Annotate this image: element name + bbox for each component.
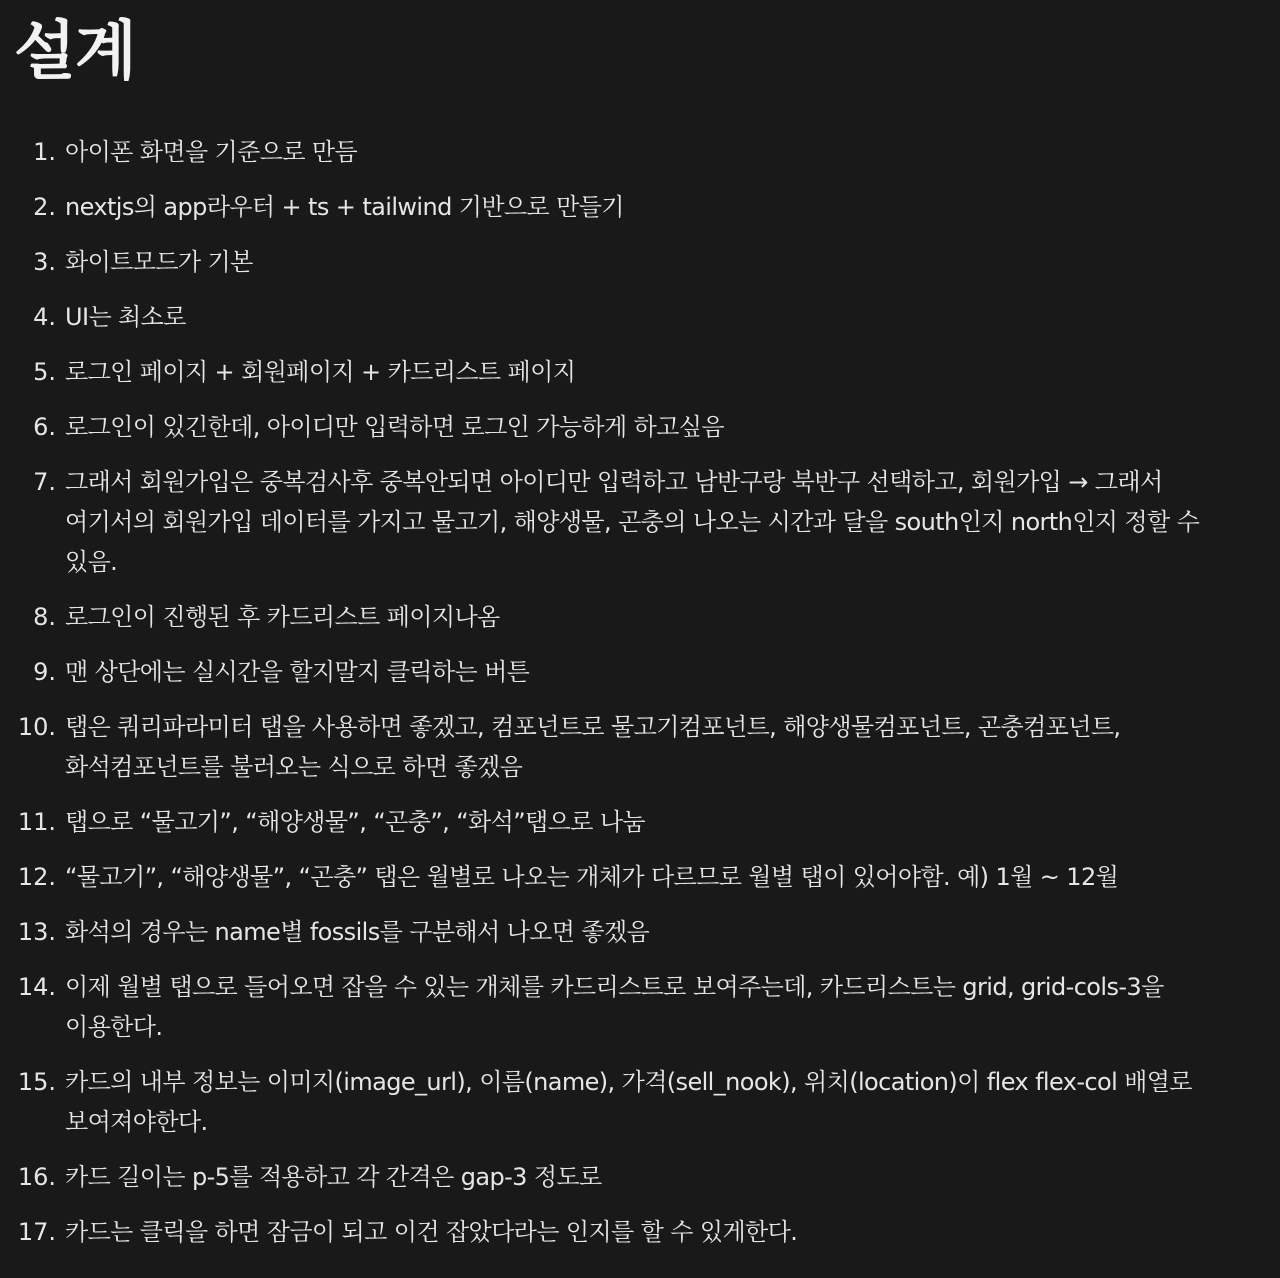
list-item-number: 7. <box>33 468 56 496</box>
list-item <box>0 802 1280 842</box>
list-item <box>0 352 1280 392</box>
list-item-number: 13. <box>17 918 56 946</box>
list-item-number: 12. <box>17 863 56 891</box>
list-item-number: 14. <box>17 973 56 1001</box>
list-item-text: UI는 최소로 <box>65 303 186 331</box>
list-item-number: 5. <box>33 358 56 386</box>
list-item-text: 그래서 회원가입은 중복검사후 중복안되면 아이디만 입력하고 남반구랑 북반구 선택하고, 회원가입 → 그래서 여기서의 회원가입 데이터를 가지고 물고기, 해양생물, 곤충의 나오는 시간과 달을 south인지 north인지 정할 수 있음. <box>65 468 1200 576</box>
list-item-number: 10. <box>17 713 56 741</box>
list-item-text: 로그인이 진행된 후 카드리스트 페이지나옴 <box>65 603 500 631</box>
list-item-text: 맨 상단에는 실시간을 할지말지 클릭하는 버튼 <box>65 658 530 686</box>
list-item-number: 15. <box>17 1068 56 1096</box>
list-item-text: 이제 월별 탭으로 들어오면 잡을 수 있는 개체를 카드리스트로 보여주는데, 카드리스트는 grid, grid-cols-3을 이용한다. <box>65 973 1164 1041</box>
list-item <box>0 1212 1280 1252</box>
list-item <box>0 1157 1280 1197</box>
list-item <box>0 297 1280 337</box>
list-item-text: 탭으로 “물고기”, “해양생물”, “곤충”, “화석”탭으로 나눔 <box>65 808 645 836</box>
list-item-number: 2. <box>33 193 56 221</box>
list-item <box>0 242 1280 282</box>
numbered-list <box>0 132 1280 1252</box>
list-item-text: 아이폰 화면을 기준으로 만듬 <box>65 138 358 166</box>
list-item-text: 카드의 내부 정보는 이미지(image_url), 이름(name), 가격(sell_nook), 위치(location)이 flex flex-col 배열로 보여져야한다. <box>65 1068 1192 1136</box>
list-item-text: “물고기”, “해양생물”, “곤충” 탭은 월별로 나오는 개체가 다르므로 월별 탭이 있어야함. 예) 1월 ~ 12월 <box>65 863 1119 891</box>
list-item <box>0 967 1280 1047</box>
list-item-number: 16. <box>17 1163 56 1191</box>
list-item <box>0 462 1280 582</box>
list-item-text: 로그인 페이지 + 회원페이지 + 카드리스트 페이지 <box>65 358 576 386</box>
list-item-text: 카드 길이는 p-5를 적용하고 각 간격은 gap-3 정도로 <box>65 1163 602 1191</box>
list-item <box>0 857 1280 897</box>
list-item <box>0 1062 1280 1142</box>
list-item-number: 6. <box>33 413 56 441</box>
list-item-text: 탭은 쿼리파라미터 탭을 사용하면 좋겠고, 컴포넌트로 물고기컴포넌트, 해양생물컴포넌트, 곤충컴포넌트, 화석컴포넌트를 불러오는 식으로 하면 좋겠음 <box>65 713 1121 781</box>
list-item <box>0 187 1280 227</box>
list-item-number: 9. <box>33 658 56 686</box>
list-item <box>0 132 1280 172</box>
list-item-text: 로그인이 있긴한데, 아이디만 입력하면 로그인 가능하게 하고싶음 <box>65 413 724 441</box>
list-item <box>0 407 1280 447</box>
list-item-text: 카드는 클릭을 하면 잠금이 되고 이건 잡았다라는 인지를 할 수 있게한다. <box>65 1218 798 1246</box>
list-item-text: 화석의 경우는 name별 fossils를 구분해서 나오면 좋겠음 <box>65 918 650 946</box>
page-title: 설계 <box>14 15 136 89</box>
list-item-number: 4. <box>33 303 56 331</box>
list-item <box>0 912 1280 952</box>
list-item-number: 1. <box>33 138 56 166</box>
list-item-text: nextjs의 app라우터 + ts + tailwind 기반으로 만들기 <box>65 193 624 221</box>
list-item <box>0 707 1280 787</box>
list-item-text: 화이트모드가 기본 <box>65 248 253 276</box>
list-item <box>0 652 1280 692</box>
list-item-number: 8. <box>33 603 56 631</box>
list-item-number: 17. <box>17 1218 56 1246</box>
list-item-number: 11. <box>17 808 56 836</box>
list-item-number: 3. <box>33 248 56 276</box>
list-item <box>0 597 1280 637</box>
